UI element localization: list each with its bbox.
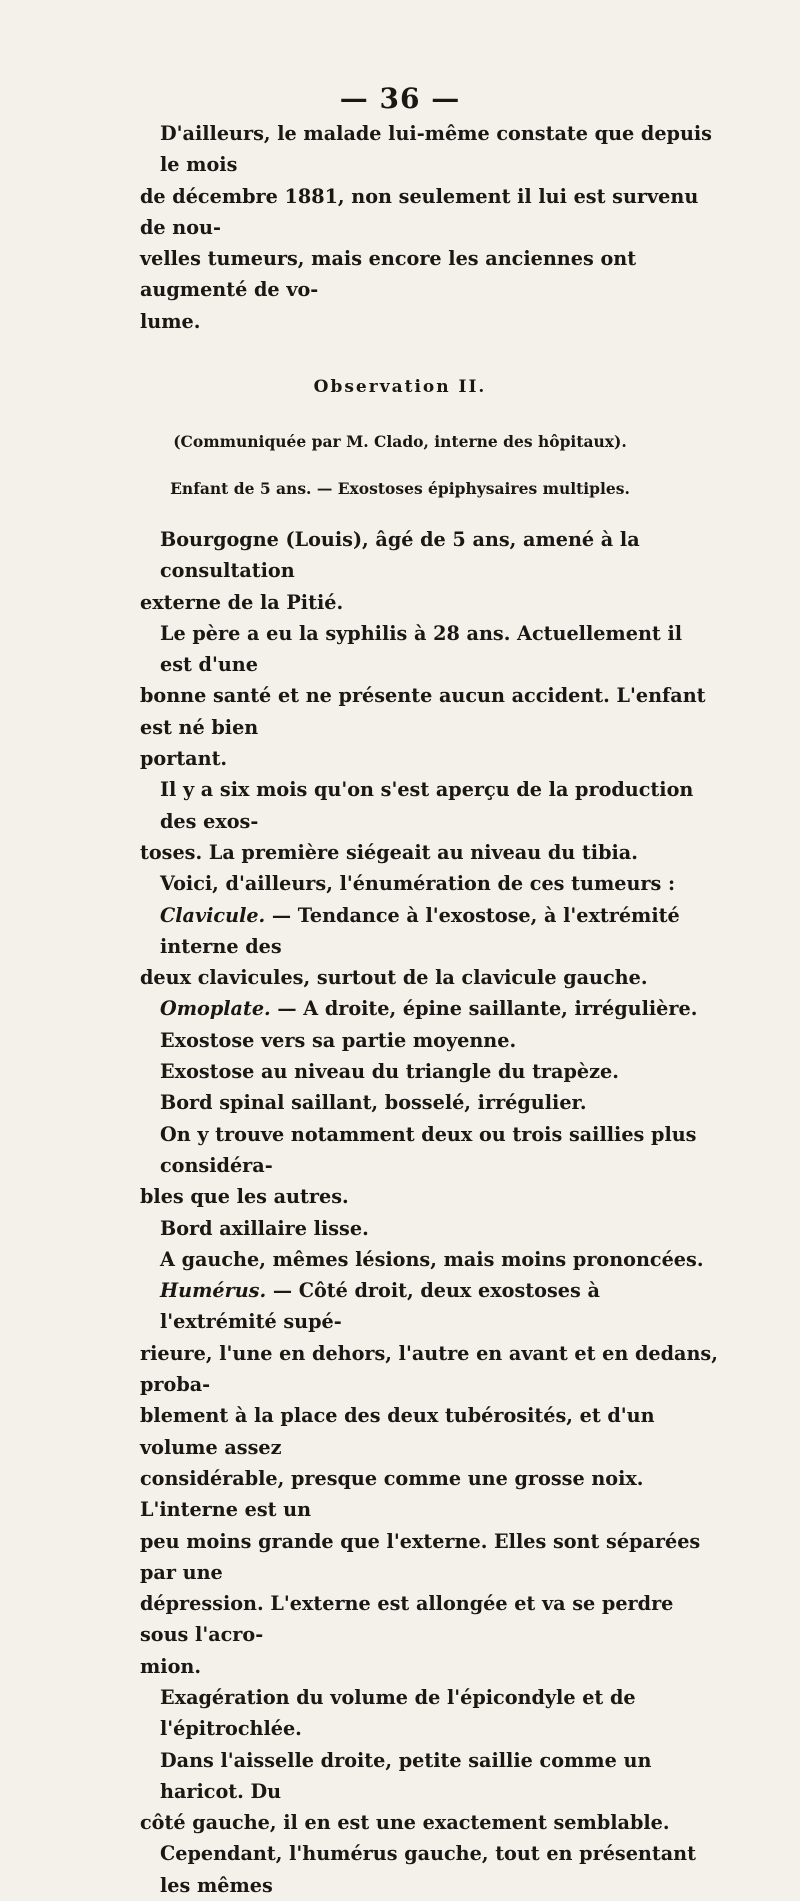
body-line — [140, 1682, 718, 1745]
body-line — [140, 1275, 718, 1338]
body-line-text: — Côté droit, deux exostoses à l'extrémité supé- — [160, 1279, 600, 1334]
body-line-text: On y trouve notamment deux ou trois saillies plus considéra- — [160, 1122, 697, 1177]
body-line-text: — Tendance à l'exostose, à l'extrémité interne des — [160, 903, 680, 958]
body-line — [140, 1056, 718, 1087]
body-line-text: bonne santé et ne présente aucun accident. L'enfant est né bien — [140, 684, 706, 739]
intro-line: de décembre 1881, non seulement il lui est survenu de nou- — [140, 184, 699, 239]
body-line — [140, 993, 718, 1024]
body-line-text: Exostose au niveau du triangle du trapèze. — [160, 1060, 619, 1084]
body-line — [140, 524, 718, 587]
body-line-text: dépression. L'externe est allongée et va se perdre sous l'acro- — [140, 1592, 674, 1647]
body-line — [140, 1087, 718, 1118]
body-line-text: Exagération du volume de l'épicondyle et de l'épitrochlée. — [160, 1685, 636, 1741]
body-line — [140, 1213, 718, 1244]
body-line-text: Le père a eu la syphilis à 28 ans. Actuellement il est d'une — [160, 621, 683, 677]
body-line-text: Voici, d'ailleurs, l'énumération de ces tumeurs : — [160, 872, 676, 896]
body-line-text: deux clavicules, surtout de la clavicule gauche. — [140, 966, 648, 990]
body-line-text: Exostose vers sa partie moyenne. — [160, 1028, 517, 1052]
section-label: Humérus. — [160, 1279, 267, 1303]
body-line-text: Bourgogne (Louis), âgé de 5 ans, amené à la consultation — [160, 528, 640, 583]
section-label: Omoplate. — [160, 997, 271, 1021]
body-line — [140, 1119, 718, 1182]
intro-line: lume. — [140, 309, 201, 333]
body-line-text: toses. La première siégeait au niveau du tibia. — [140, 840, 638, 864]
body-line — [140, 587, 718, 618]
intro-line: velles tumeurs, mais encore les anciennes ont augmenté de vo- — [140, 247, 637, 302]
body-line — [140, 1244, 718, 1275]
body-line — [140, 774, 718, 837]
body-line-text: externe de la Pitié. — [140, 590, 344, 614]
body-line — [140, 1651, 718, 1682]
body-line-text: — A droite, épine saillante, irrégulière. — [270, 997, 698, 1021]
observation-title: Observation II. — [313, 377, 487, 397]
body-line-text: Dans l'aisselle droite, petite saillie comme un haricot. Du — [160, 1748, 652, 1803]
body-line — [140, 618, 718, 681]
body-line — [140, 1181, 718, 1212]
body-line — [140, 962, 718, 993]
body-line-text: mion. — [140, 1654, 202, 1678]
case-summary: Enfant de 5 ans. — Exostoses épiphysaires multiples. — [170, 479, 630, 498]
body-line — [140, 743, 718, 774]
case-body — [140, 524, 718, 1901]
intro-paragraph — [140, 118, 718, 337]
body-line — [140, 680, 718, 743]
body-line — [140, 1807, 718, 1838]
body-line-text: portant. — [140, 747, 228, 771]
body-line — [140, 1400, 718, 1463]
body-line — [140, 1838, 718, 1901]
body-line — [140, 1463, 718, 1526]
body-line — [140, 900, 718, 963]
body-line — [140, 1025, 718, 1056]
body-line — [140, 1745, 718, 1808]
body-line — [140, 837, 718, 868]
body-line-text: Bord axillaire lisse. — [160, 1216, 369, 1240]
body-line-text: rieure, l'une en dehors, l'autre en avant et en dedans, proba- — [140, 1341, 718, 1397]
page-number: — 36 — — [339, 82, 461, 115]
body-line-text: considérable, presque comme une grosse noix. L'interne est un — [140, 1466, 644, 1522]
body-line-text: blement à la place des deux tubérosités, et d'un volume assez — [140, 1404, 655, 1459]
intro-line: D'ailleurs, le malade lui-même constate que depuis le mois — [160, 122, 712, 177]
body-line-text: A gauche, mêmes lésions, mais moins prononcées. — [160, 1247, 704, 1271]
body-line — [140, 1338, 718, 1401]
body-line — [140, 1526, 718, 1589]
body-line-text: Il y a six mois qu'on s'est aperçu de la production des exos- — [160, 778, 694, 833]
body-line — [140, 1588, 718, 1651]
body-line-text: Bord spinal saillant, bosselé, irrégulier. — [160, 1091, 587, 1115]
body-line-text: côté gauche, il en est une exactement semblable. — [140, 1811, 670, 1835]
body-line-text: Cependant, l'humérus gauche, tout en présentant les mêmes — [160, 1842, 696, 1897]
body-line-text: bles que les autres. — [140, 1185, 349, 1209]
body-line-text: peu moins grande que l'externe. Elles sont séparées par une — [140, 1529, 701, 1584]
body-line — [140, 868, 718, 899]
communication-note: (Communiquée par M. Clado, interne des hôpitaux). — [173, 432, 627, 451]
section-label: Clavicule. — [160, 903, 266, 927]
